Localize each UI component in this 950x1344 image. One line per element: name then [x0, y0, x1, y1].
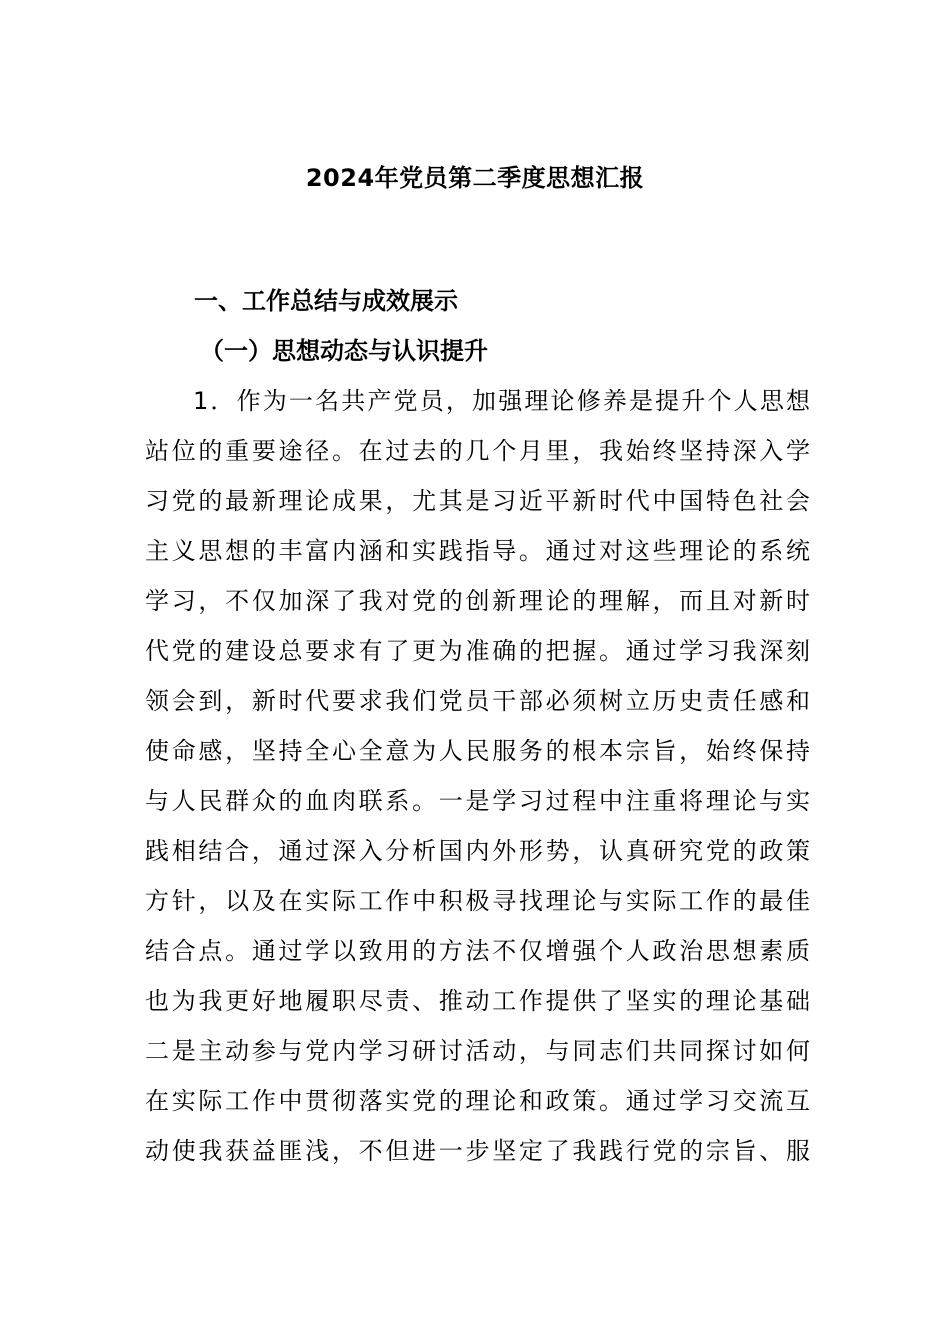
paragraph-line: 主义思想的丰富内涵和实践指导。通过对这些理论的系统 — [145, 537, 810, 565]
paragraph-line: 习党的最新理论成果，尤其是习近平新时代中国特色社会 — [145, 487, 810, 515]
paragraph-line: 二是主动参与党内学习研讨活动，与同志们共同探讨如何 — [145, 1037, 810, 1065]
paragraph-line: 践相结合，通过深入分析国内外形势，认真研究党的政策 — [145, 837, 810, 865]
paragraph-line: 1．作为一名共产党员，加强理论修养是提升个人思想 — [193, 387, 810, 415]
paragraph-line: 方针，以及在实际工作中积极寻找理论与实际工作的最佳 — [145, 887, 810, 915]
paragraph-line: 也为我更好地履职尽责、推动工作提供了坚实的理论基础 — [145, 987, 810, 1015]
paragraph-line: 学习，不仅加深了我对党的创新理论的理解，而且对新时 — [145, 587, 810, 615]
paragraph-line: 与人民群众的血肉联系。一是学习过程中注重将理论与实 — [145, 787, 810, 815]
paragraph-line: 结合点。通过学以致用的方法不仅增强个人政治思想素质 — [145, 937, 810, 965]
paragraph-line: 动使我获益匪浅，不但进一步坚定了我践行党的宗旨、服 — [145, 1137, 810, 1165]
paragraph-line: 领会到，新时代要求我们党员干部必须树立历史责任感和 — [145, 687, 810, 715]
section-heading: 一、工作总结与成效展示 — [194, 287, 458, 315]
paragraph-line: 在实际工作中贯彻落实党的理论和政策。通过学习交流互 — [145, 1087, 810, 1115]
subsection-heading: （一）思想动态与认识提升 — [200, 337, 488, 365]
body-paragraph — [145, 381, 810, 1181]
paragraph-line: 使命感，坚持全心全意为人民服务的根本宗旨，始终保持 — [145, 737, 810, 765]
paragraph-line: 站位的重要途径。在过去的几个月里，我始终坚持深入学 — [145, 437, 810, 465]
paragraph-line: 代党的建设总要求有了更为准确的把握。通过学习我深刻 — [145, 637, 810, 665]
document-title: 2024年党员第二季度思想汇报 — [305, 164, 645, 192]
